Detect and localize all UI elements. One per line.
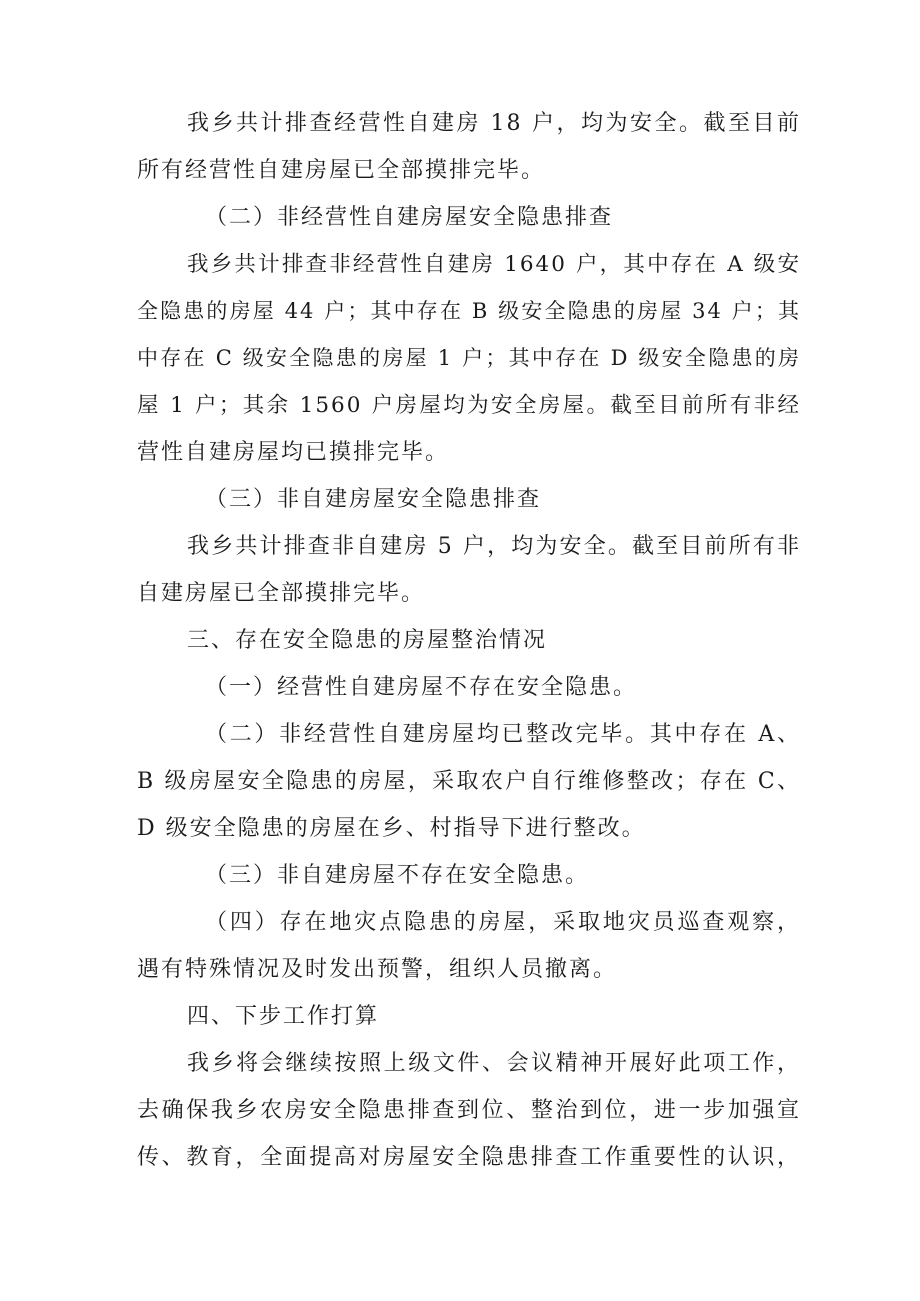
section-heading: 四、下步工作打算 <box>187 1004 380 1029</box>
paragraph-line: 所有经营性自建房屋已全部摸排完毕。 <box>137 158 546 183</box>
paragraph-line: B 级房屋安全隐患的房屋，采取农户自行维修整改；存在 C、 <box>137 769 801 794</box>
section-heading: （二）非经营性自建房屋安全隐患排查 <box>205 205 614 230</box>
paragraph-line: （一）经营性自建房屋不存在安全隐患。 <box>205 675 638 700</box>
paragraph-line: （二）非经营性自建房屋均已整改完毕。其中存在 A、 <box>205 722 801 747</box>
paragraph-line: 我乡将会继续按照上级文件、会议精神开展好此项工作， <box>187 1051 801 1076</box>
paragraph-line: 自建房屋已全部摸排完毕。 <box>137 581 426 606</box>
paragraph-line: 我乡共计排查经营性自建房 18 户，均为安全。截至目前 <box>187 111 801 136</box>
paragraph-line: （三）非自建房屋不存在安全隐患。 <box>205 863 590 888</box>
paragraph-line: 我乡共计排查非经营性自建房 1640 户，其中存在 A 级安 <box>187 252 801 277</box>
paragraph-line: 我乡共计排查非自建房 5 户，均为安全。截至目前所有非 <box>187 534 801 559</box>
paragraph-line: （四）存在地灾点隐患的房屋，采取地灾员巡查观察， <box>205 910 801 935</box>
section-heading: （三）非自建房屋安全隐患排查 <box>205 487 542 512</box>
paragraph-line: 去确保我乡农房安全隐患排查到位、整治到位，进一步加强宣 <box>137 1098 801 1123</box>
document-body <box>137 100 801 1181</box>
section-heading: 三、存在安全隐患的房屋整治情况 <box>187 628 548 653</box>
paragraph-line: 屋 1 户；其余 1560 户房屋均为安全房屋。截至目前所有非经 <box>137 393 801 418</box>
paragraph-line: 中存在 C 级安全隐患的房屋 1 户；其中存在 D 级安全隐患的房 <box>137 346 801 370</box>
paragraph-line: 全隐患的房屋 44 户；其中存在 B 级安全隐患的房屋 34 户；其 <box>137 299 801 323</box>
paragraph-line: 遇有特殊情况及时发出预警，组织人员撤离。 <box>137 957 618 982</box>
paragraph-line: D 级安全隐患的房屋在乡、村指导下进行整改。 <box>137 816 646 841</box>
paragraph-line: 传、教育，全面提高对房屋安全隐患排查工作重要性的认识， <box>137 1145 801 1170</box>
paragraph-line: 营性自建房屋均已摸排完毕。 <box>137 440 450 465</box>
